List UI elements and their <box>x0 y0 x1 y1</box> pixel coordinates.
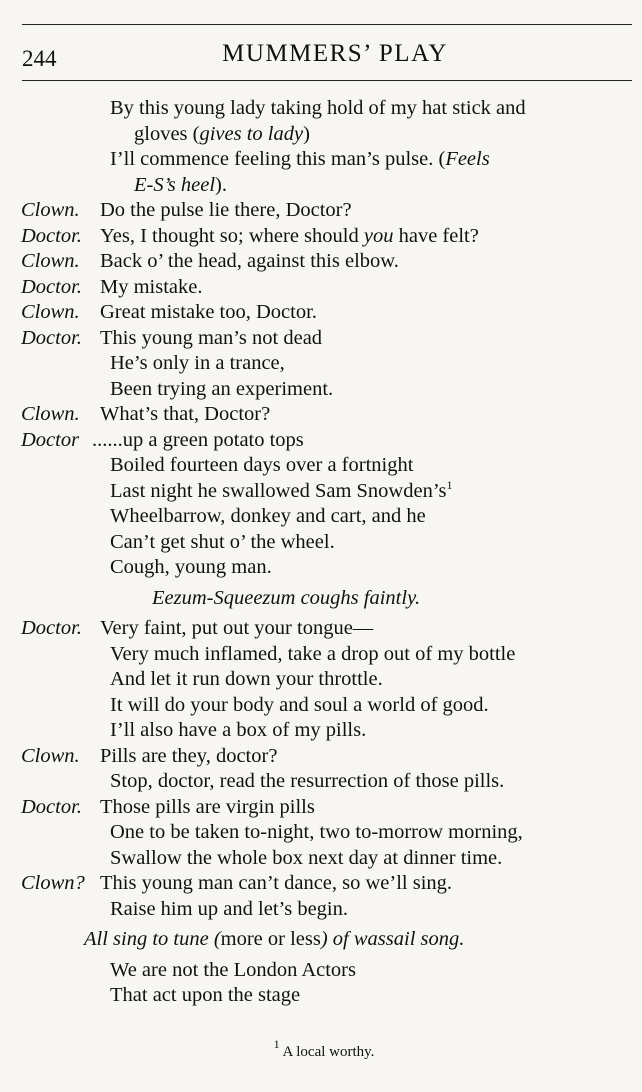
stage-direction: E-S’s heel <box>134 173 216 196</box>
text-line: Raise him up and let’s begin. <box>110 897 348 920</box>
text-line: Last night he swallowed Sam $Snowden’s^1$ <box>110 477 453 502</box>
page-number: 244 <box>22 46 57 71</box>
text-line: Wheelbarrow, donkey and cart, and he <box>110 505 426 527</box>
stage-direction: Eezum-Squeezum coughs faintly. <box>152 586 421 609</box>
speaker-name: Doctor <box>21 428 80 451</box>
text-line: gloves (gives to lady) <box>134 122 310 145</box>
stage-direction: Feels <box>445 148 490 170</box>
text-line: One to be taken to-night, two to-morrow morning, <box>110 821 523 843</box>
speech-line: Doctor. Those pills are virgin pills <box>0 795 642 821</box>
verse-line: That act upon the stage <box>110 984 301 1006</box>
header-rule <box>22 80 632 81</box>
text-line: Cough, young man. <box>110 556 272 578</box>
speech-line: Doctor. Very faint, put out your tongue— <box>0 616 642 642</box>
text-line: I’ll commence feeling this man’s pulse. (Feels <box>110 148 490 170</box>
speech-line: Clown. Great mistake too, Doctor. <box>0 300 642 326</box>
stage-direction-line <box>0 927 642 953</box>
speaker-name: Clown. <box>21 301 80 323</box>
play-text <box>0 96 642 1009</box>
text-line: Stop, doctor, read the resurrection of those pills. <box>110 770 505 792</box>
running-header <box>22 38 628 74</box>
speaker-name: Doctor. <box>21 326 82 349</box>
speaker-name: Clown? <box>21 872 85 894</box>
speech-line: Clown. Back o’ the head, against this elbow. <box>0 249 642 275</box>
text-line: Very much inflamed, take a drop out of my bottle <box>110 642 516 665</box>
speaker-name: Doctor. <box>21 617 82 639</box>
speaker-name: Doctor. <box>21 795 82 818</box>
footnote: $^1$ A local worthy. <box>273 1037 375 1060</box>
text-line: Been trying an experiment. <box>110 377 334 400</box>
stage-direction: All sing to tune (more or less) of wassail song. <box>84 928 465 950</box>
speech-line: Doctor ......up a green potato tops <box>0 428 642 454</box>
speech-line: Clown. Pills are they, doctor? <box>0 744 642 770</box>
footnote-marker: 1 <box>273 1037 280 1051</box>
speaker-name: Clown. <box>21 199 80 221</box>
verse-line: We are not the London Actors <box>110 958 356 981</box>
text-line: He’s only in a trance, <box>110 352 285 374</box>
text-line: Swallow the whole box next day at dinner time. <box>110 846 503 869</box>
stage-direction-line <box>0 586 642 612</box>
footnote-marker: 1 <box>446 477 453 492</box>
speaker-name: Clown. <box>21 403 80 425</box>
speech-line: Clown. What’s that, Doctor? <box>0 402 642 428</box>
text-line: E-S’s heel). <box>134 173 227 196</box>
text-line: And let it run down your throttle. <box>110 668 383 690</box>
page-title: MUMMERS’ PLAY <box>222 40 448 67</box>
text-line: Boiled fourteen days over a fortnight <box>110 454 414 476</box>
text-line: By this young lady taking hold of my hat stick and <box>110 97 526 119</box>
speaker-name: Clown. <box>21 744 80 767</box>
speech-line: Doctor. Yes, I thought so; where should you have felt? <box>0 224 642 250</box>
speech-line: Doctor. My mistake. <box>0 275 642 301</box>
speech-line: Doctor. This young man’s not dead <box>0 326 642 352</box>
text-line: It will do your body and soul a world of good. <box>110 693 489 716</box>
speaker-name: Doctor. <box>21 275 82 298</box>
stage-direction: gives to lady <box>199 122 304 145</box>
text-line: Can’t get shut o’ the wheel. <box>110 530 335 553</box>
speaker-name: Doctor. <box>21 224 82 247</box>
top-rule <box>22 24 632 25</box>
speech-line: Clown. Do the pulse lie there, Doctor? <box>0 198 642 224</box>
speaker-name: Clown. <box>21 250 80 272</box>
speech-line: Clown? This young man can’t dance, so we’ll sing. <box>0 871 642 897</box>
text-line: I’ll also have a box of my pills. <box>110 719 367 741</box>
